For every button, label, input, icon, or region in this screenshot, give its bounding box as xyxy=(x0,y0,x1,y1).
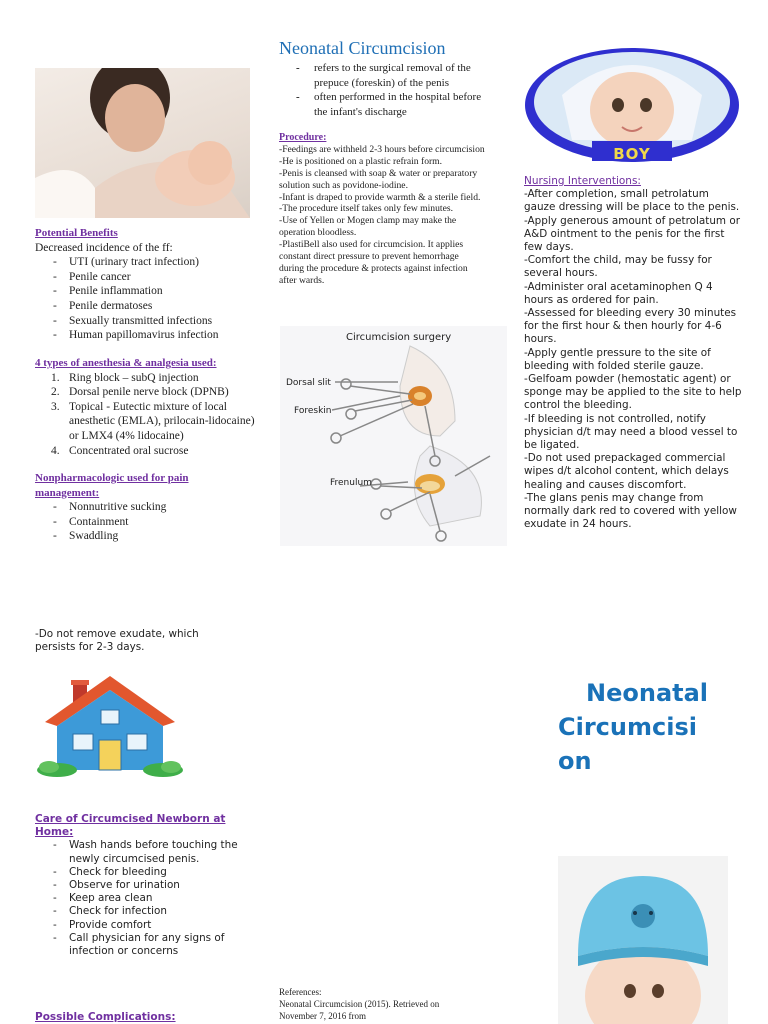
nursing-line: -After completion, small petrolatum gauze dressing will be place to the penis. xyxy=(524,188,740,214)
complications-heading: Possible Complications: xyxy=(35,1011,176,1023)
nursing-line: -If bleeding is not controlled, notify physician d/t may need a blood vessel to be ligated. xyxy=(524,412,738,452)
list-item: - Check for infection xyxy=(35,905,250,918)
nursing-heading: Nursing Interventions: xyxy=(524,175,641,187)
references-label: References: xyxy=(279,987,322,997)
nursing-section xyxy=(524,175,742,531)
nursing-line: -Comfort the child, may be fussy for several hours. xyxy=(524,254,712,280)
nursing-line: -Administer oral acetaminophen Q 4 hours as ordered for pain. xyxy=(524,280,713,306)
nursing-line: -Gelfoam powder (hemostatic agent) or sponge may be applied to the site to help control the bleeding. xyxy=(524,373,742,412)
procedure-line: -PlastiBell also used for circumcision. It applies constant direct pressure to prevent hemorrhage during the procedure & protects against infection after wards. xyxy=(279,239,468,286)
list-item: - Penile inflammation xyxy=(35,284,265,299)
list-item: - Provide comfort xyxy=(35,919,250,932)
nonpharm-section xyxy=(35,471,235,544)
care-list xyxy=(35,839,250,958)
nonpharm-list xyxy=(35,500,235,544)
diagram-illustration xyxy=(280,326,507,546)
benefits-lead: Decreased incidence of the ff: xyxy=(35,241,173,254)
procedure-line: -Infant is draped to provide warmth & a sterile field. xyxy=(279,191,481,203)
benefits-section xyxy=(35,226,265,343)
procedure-line: -Feedings are withheld 2-3 hours before circumcision xyxy=(279,143,485,155)
list-item: - Wash hands before touching the newly circumcised penis. xyxy=(35,839,250,865)
list-item: - Keep area clean xyxy=(35,892,250,905)
list-item: - Call physician for any signs of infection or concerns xyxy=(35,932,250,958)
list-item: 2. Dorsal penile nerve block (DPNB) xyxy=(51,386,229,399)
house-icon xyxy=(35,674,185,778)
anesthesia-section xyxy=(35,356,265,458)
nursing-line: -Do not used prepackaged commercial wipes d/t alcohol content, which delays healing and causes discomfort. xyxy=(524,452,729,491)
boy-label: BOY xyxy=(613,145,651,163)
list-item: - Check for bleeding xyxy=(35,866,250,879)
page-title: Neonatal Circumcision xyxy=(279,38,446,58)
list-item: 4. Concentrated oral sucrose xyxy=(51,444,189,457)
list-item: - Containment xyxy=(35,515,235,530)
list-item: - refers to the surgical removal of the prepuce (foreskin) of the penis xyxy=(296,62,471,89)
cover-title xyxy=(558,676,758,778)
cover-title-line: Neonatal xyxy=(586,679,709,707)
list-item: - Observe for urination xyxy=(35,879,250,892)
procedure-line: -He is positioned on a plastic refrain form. xyxy=(279,155,443,167)
care-section xyxy=(35,813,250,958)
anesthesia-heading: 4 types of anesthesia & analgesia used: xyxy=(35,357,217,369)
benefits-heading: Potential Benefits xyxy=(35,227,118,239)
benefits-list xyxy=(35,255,265,343)
list-item: - Sexually transmitted infections xyxy=(35,314,265,329)
diagram-label-foreskin: Foreskin xyxy=(294,406,332,416)
intro-list xyxy=(296,61,496,119)
procedure-line: -The procedure itself takes only few minutes. xyxy=(279,203,453,215)
diagram-label-frenulum: Frenulum xyxy=(330,478,372,488)
procedure-heading: Procedure: xyxy=(279,132,327,143)
diagram-title: Circumcision surgery xyxy=(346,332,452,343)
cover-title-line: Circumcisi xyxy=(558,713,697,741)
list-item: - often performed in the hospital before the infant's discharge xyxy=(296,91,482,118)
procedure-section xyxy=(279,132,485,287)
baby-hat-photo xyxy=(558,856,728,1024)
cover-title-line: on xyxy=(558,747,592,775)
list-item: - UTI (urinary tract infection) xyxy=(35,255,265,270)
list-item: 1. Ring block – subQ injection xyxy=(51,371,199,384)
procedure-line: -Use of Yellen or Mogen clamp may make the operation bloodless. xyxy=(279,215,457,239)
nursing-line: -Apply generous amount of petrolatum or A&D ointment to the penis for the first few days. xyxy=(524,214,740,254)
boy-badge xyxy=(522,45,742,165)
procedure-line: -Penis is cleansed with soap & water or preparatory solution such as povidone-iodine. xyxy=(279,167,478,191)
references xyxy=(279,986,479,1022)
list-item: - Human papillomavirus infection xyxy=(35,328,265,343)
list-item: 3. Topical - Eutectic mixture of local anesthetic (EMLA), prilocain-lidocaine) or LMX4 (4% lidocaine) xyxy=(51,400,255,442)
list-item: - Penile cancer xyxy=(35,270,265,285)
father-baby-photo xyxy=(35,68,250,218)
exudate-note: -Do not remove exudate, which persists for 2-3 days. xyxy=(35,628,199,654)
anesthesia-list xyxy=(35,371,265,459)
diagram-label-dorsal: Dorsal slit xyxy=(286,378,331,388)
references-text: Neonatal Circumcision (2015). Retrieved on November 7, 2016 from xyxy=(279,999,440,1021)
list-item: - Nonnutritive sucking xyxy=(35,500,235,515)
nursing-line: -The glans penis may change from normally dark red to covered with yellow exudate in 24 hours. xyxy=(524,491,737,531)
list-item: - Penile dermatoses xyxy=(35,299,265,314)
circumcision-diagram xyxy=(280,326,507,546)
nursing-line: -Apply gentle pressure to the site of bleeding with folded sterile gauze. xyxy=(524,346,711,372)
care-heading: Care of Circumcised Newborn at Home: xyxy=(35,813,226,839)
nonpharm-heading: Nonpharmacologic used for pain management: xyxy=(35,472,189,499)
list-item: - Swaddling xyxy=(35,529,235,544)
nursing-line: -Assessed for bleeding every 30 minutes for the first hour & then hourly for 4-6 hours. xyxy=(524,307,737,346)
